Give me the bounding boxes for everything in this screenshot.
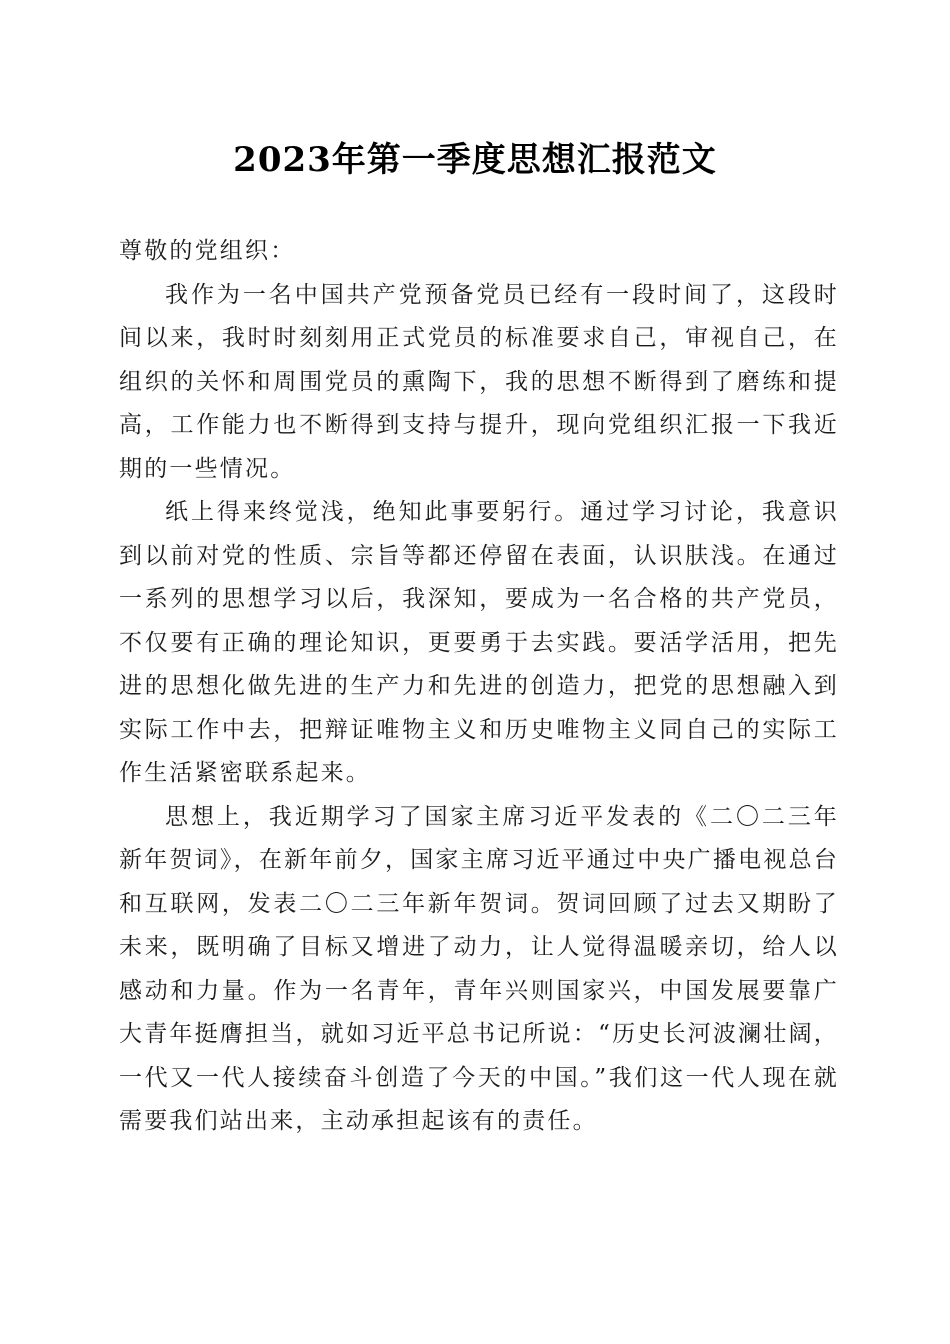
paragraph-3: 思想上，我近期学习了国家主席习近平发表的《二〇二三年新年贺词》，在新年前夕，国家主席习近平通过中央广播电视总台和互联网，发表二〇二三年新年贺词。贺词回顾了过去又期盼了未来，既明确了目标又增进了动力，让人觉得温暖亲切，给人以感动和力量。作为一名青年，青年兴则国家兴，中国发展要靠广大青年挺膺担当，就如习近平总书记所说：“历史长河波澜壮阔，一代又一代人接续奋斗创造了今天的中国。”我们这一代人现在就需要我们站出来，主动承担起该有的责任。	[119, 803, 839, 1134]
paragraph-2: 纸上得来终觉浅，绝知此事要躬行。通过学习讨论，我意识到以前对党的性质、宗旨等都还停留在表面，认识肤浅。在通过一系列的思想学习以后，我深知，要成为一名合格的共产党员，不仅要有正确的理论知识，更要勇于去实践。要活学活用，把先进的思想化做先进的生产力和先进的创造力，把党的思想融入到实际工作中去，把辩证唯物主义和历史唯物主义同自己的实际工作生活紧密联系起来。	[119, 499, 839, 786]
document-body	[119, 230, 839, 1144]
document-title: 2023年第一季度思想汇报范文	[233, 140, 717, 180]
paragraph-1: 我作为一名中国共产党预备党员已经有一段时间了，这段时间以来，我时时刻刻用正式党员的标准要求自己，审视自己，在组织的关怀和周围党员的熏陶下，我的思想不断得到了磨练和提高，工作能力也不断得到支持与提升，现向党组织汇报一下我近期的一些情况。	[119, 281, 839, 482]
salutation: 尊敬的党组织：	[119, 238, 296, 264]
